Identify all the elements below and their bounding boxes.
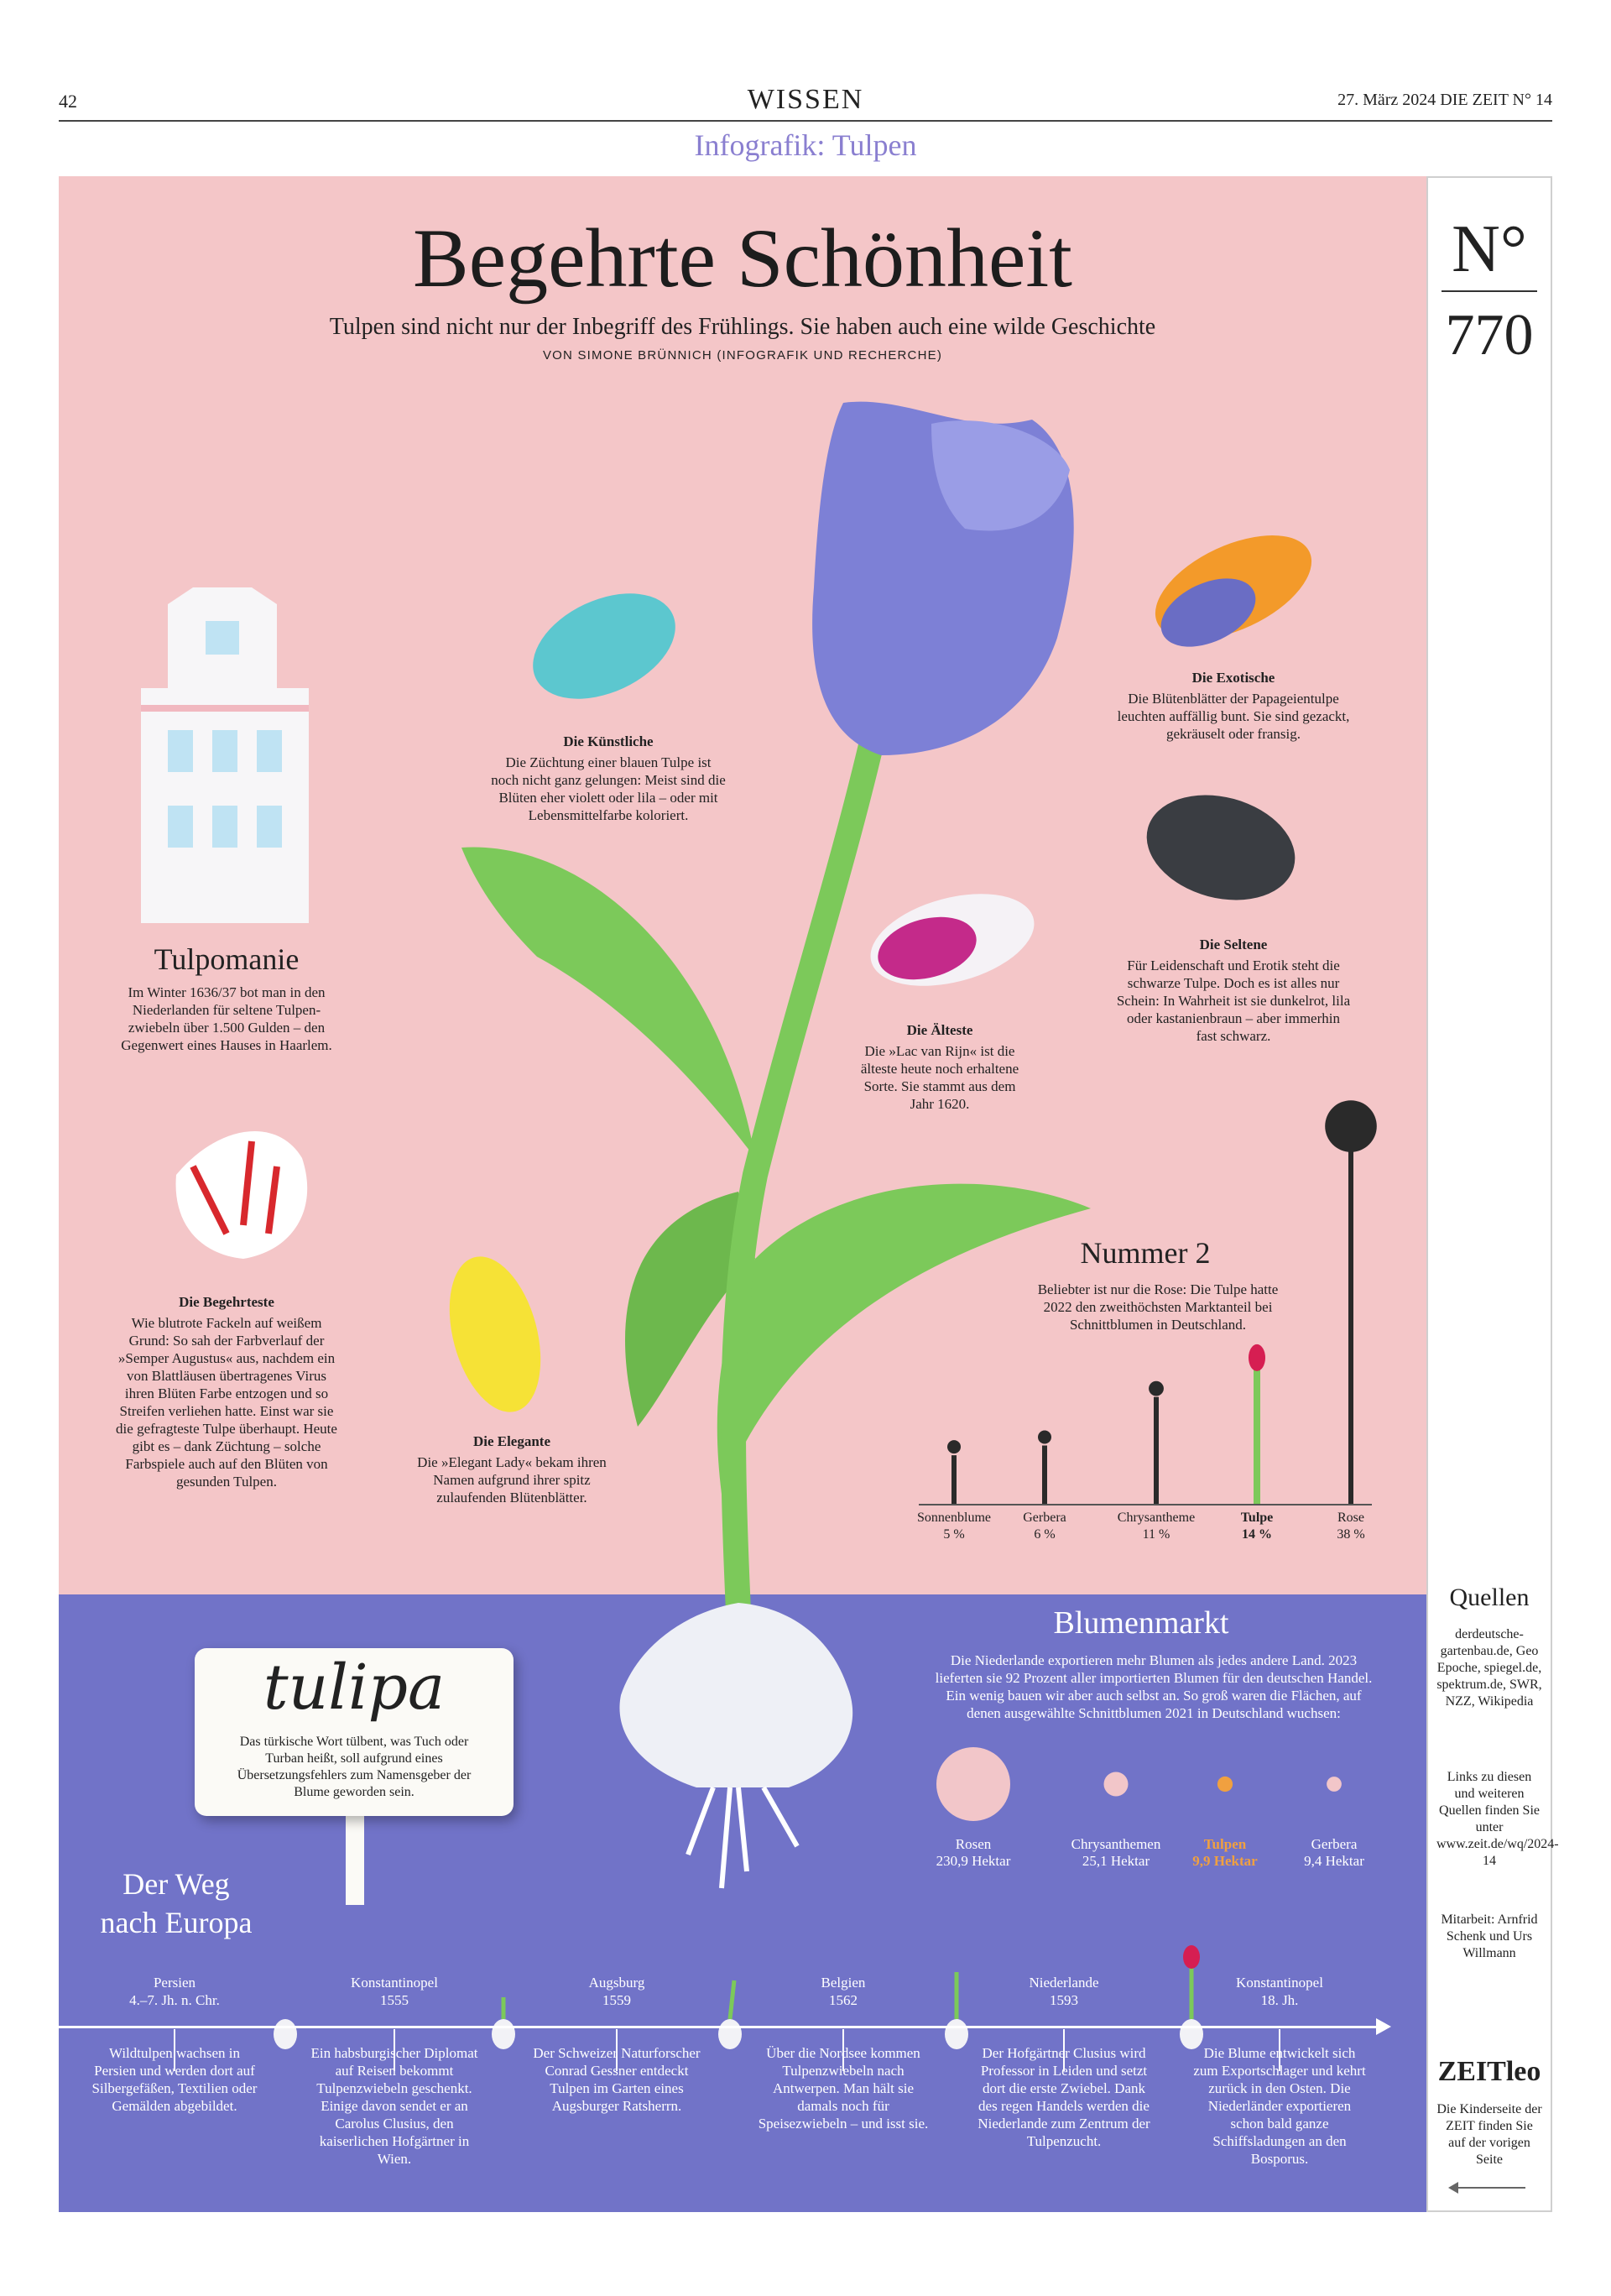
exotische-text: Die Blütenblätter der Papageientulpe leuchten auffällig bunt. Sie sind gezackt, gekräuselt oder fransig. xyxy=(1117,691,1350,742)
share-category-label: Rose xyxy=(1337,1511,1364,1525)
timeline-date: 1593 xyxy=(1050,1992,1078,2008)
begehrteste-text: Wie blutrote Fackeln auf weißem Grund: So sah der Farbverlauf der »Semper Augustus« aus, nachdem ein von Blattläusen übertragenes Virus ihren Blüten Farbe entzogen und so Streifen verliehen hatte. Einst war sie die gefragteste Tulpe überhaupt. Heute gibt es – dank Züchtung – solche Farbspiele auch auf den Blüten von gesunden Tulpen. xyxy=(116,1315,337,1490)
timeline-place: Belgien xyxy=(821,1975,866,1991)
nummer2-heading: Nummer 2 xyxy=(1080,1236,1211,1270)
area-value-label: 230,9 Hektar xyxy=(936,1853,1011,1869)
area-circle xyxy=(1103,1772,1128,1796)
seltene-text: Für Leidenschaft und Erotik steht die schwarze Tulpe. Doch es ist alles nur Schein: In Wahrheit ist sie dunkelrot, lila oder kastanienbraun – aber immerhin fast schwarz. xyxy=(1116,958,1351,1044)
timeline-text: Der Hofgärtner Clusius wird Professor in Leiden und setzt dort die erste Zwiebel. Dank des regen Handels werden die Niederlande zum Zentrum der Tulpenzucht. xyxy=(978,2045,1150,2149)
page-number: 42 xyxy=(59,91,77,112)
sign-post xyxy=(346,1813,364,1905)
seltene-heading: Die Seltene xyxy=(1199,937,1268,952)
aelteste-heading: Die Älteste xyxy=(906,1022,973,1038)
timeline-place: Augsburg xyxy=(588,1975,645,1991)
elegante-text: Die »Elegant Lady« bekam ihren Namen aufgrund ihrer spitz zulaufenden Blütenblätter. xyxy=(417,1454,607,1505)
timeline-date: 1562 xyxy=(829,1992,858,2008)
timeline-text: Ein habsburgischer Diplomat auf Reisen bekommt Tulpenzwiebeln geschenkt. Einige davon sendet er an Carolus Clusius, den kaiserlichen Hofgärtner in Wien. xyxy=(310,2045,478,2167)
share-value-label: 11 % xyxy=(1142,1527,1170,1542)
sources-links: Links zu diesen und weiteren Quellen finden Sie unter www.zeit.de/wq/2024-14 xyxy=(1436,1770,1559,1868)
area-circle xyxy=(1327,1777,1342,1792)
area-category-label: Chrysanthemen xyxy=(1071,1836,1161,1852)
tulipa-text: Das türkische Wort tülbent, was Tuch oder Turban heißt, soll aufgrund eines Übersetzungsfehlers zum Namensgeber der Blume geworden sein. xyxy=(237,1735,472,1799)
timeline-place: Niederlande xyxy=(1029,1975,1099,1991)
kinderseite-note: Die Kinderseite der ZEIT finden Sie auf der vorigen Seite xyxy=(1436,2102,1542,2167)
timeline-place: Persien xyxy=(153,1975,196,1991)
kuenstliche-heading: Die Künstliche xyxy=(563,733,654,749)
sources-title: Quellen xyxy=(1449,1584,1530,1611)
share-category-label: Gerbera xyxy=(1023,1511,1066,1525)
byline: VON SIMONE BRÜNNICH (INFOGRAFIK UND RECHERCHE) xyxy=(542,348,943,363)
tulpomanie-heading: Tulpomanie xyxy=(154,942,300,976)
timeline-date: 4.–7. Jh. n. Chr. xyxy=(129,1992,220,2008)
elegante-heading: Die Elegante xyxy=(472,1433,551,1449)
timeline-date: 1559 xyxy=(602,1992,631,2008)
blumenmarkt-text: Die Niederlande exportieren mehr Blumen als jedes andere Land. 2023 lieferten sie 92 Prozent aller importierten Blumen für den deutschen Handel. Ein wenig bauen wir aber auch selbst an. So groß waren die Flächen, auf denen ausgewählte Schnittblumen 2021 in Deutschland wuchsen: xyxy=(935,1652,1373,1721)
begehrteste-heading: Die Begehrteste xyxy=(179,1294,274,1310)
timeline-text: Wildtulpen wachsen in Persien und werden dort auf Silbergefäßen, Textilien oder Gemälden abgebildet. xyxy=(91,2045,258,2114)
main-title: Begehrte Schönheit xyxy=(413,211,1072,305)
timeline-text: Die Blume entwickelt sich zum Exportschlager und kehrt zurück in den Osten. Die Niederländer exportieren schon bald ganze Schiffsladungen an den Bosporus. xyxy=(1193,2045,1366,2167)
share-category-label: Chrysantheme xyxy=(1117,1511,1196,1525)
share-value-label: 5 % xyxy=(943,1527,965,1542)
share-category-label: Tulpe xyxy=(1240,1511,1274,1525)
area-category-label: Tulpen xyxy=(1203,1836,1247,1852)
area-value-label: 25,1 Hektar xyxy=(1082,1853,1150,1869)
area-circle xyxy=(936,1747,1010,1821)
exotische-heading: Die Exotische xyxy=(1191,670,1275,686)
weg-heading-line-2: nach Europa xyxy=(100,1906,253,1939)
area-value-label: 9,4 Hektar xyxy=(1304,1853,1364,1869)
share-value-label: 6 % xyxy=(1034,1527,1056,1542)
area-category-label: Gerbera xyxy=(1311,1836,1358,1852)
blumenmarkt-heading: Blumenmarkt xyxy=(1053,1605,1229,1641)
contributors: Mitarbeit: Arnfrid Schenk und Urs Willmann xyxy=(1441,1912,1538,1960)
share-category-label: Sonnenblume xyxy=(917,1511,991,1525)
timeline-arrow-icon xyxy=(1376,2018,1391,2035)
section-title: WISSEN xyxy=(747,84,864,115)
kuenstliche-text: Die Züchtung einer blauen Tulpe ist noch nicht ganz gelungen: Meist sind die Blüten eher violett oder lila – oder mit Lebensmittelfarbe koloriert. xyxy=(491,754,726,823)
weg-heading-line-1: Der Weg xyxy=(123,1867,230,1901)
nummer2-text: Beliebter ist nur die Rose: Die Tulpe hatte 2022 den zweithöchsten Marktanteil bei Schnittblumen in Deutschland. xyxy=(1037,1281,1279,1333)
dateline: 27. März 2024 DIE ZEIT N° 14 xyxy=(1337,91,1552,109)
area-category-label: Rosen xyxy=(955,1836,992,1852)
timeline-text: Der Schweizer Naturforscher Conrad Gessner entdeckt Tulpen im Garten eines Augsburger Ratsherrn. xyxy=(533,2045,701,2114)
share-value-label: 14 % xyxy=(1242,1527,1272,1542)
area-circle xyxy=(1217,1777,1233,1792)
aelteste-text: Die »Lac van Rijn« ist die älteste heute noch erhaltene Sorte. Sie stammt aus dem Jahr 1620. xyxy=(860,1043,1019,1112)
area-value-label: 9,9 Hektar xyxy=(1192,1853,1258,1869)
weg-heading xyxy=(76,1865,277,1942)
timeline-date: 18. Jh. xyxy=(1260,1992,1299,2008)
sources-text: derdeutsche-gartenbau.de, Geo Epoche, spiegel.de, spektrum.de, SWR, NZZ, Wikipedia xyxy=(1436,1627,1542,1709)
timeline-text: Über die Nordsee kommen Tulpenzwiebeln nach Antwerpen. Man hält sie damals noch für Speisezwiebeln – und isst sie. xyxy=(758,2045,929,2132)
issue-number: 770 xyxy=(1445,303,1534,368)
tulpomanie-text: Im Winter 1636/37 bot man in den Niederlanden für seltene Tulpen-zwiebeln über 1.500 Gulden – den Gegenwert eines Hauses in Haarlem. xyxy=(121,984,332,1053)
zeitleo-logo: ZEITleo xyxy=(1437,2056,1541,2087)
tulipa-word: tulipa xyxy=(263,1652,446,1724)
subsection-title: Infografik: Tulpen xyxy=(694,128,917,162)
timeline-place: Konstantinopel xyxy=(351,1975,438,1991)
timeline-line xyxy=(59,2026,1376,2028)
timeline-date: 1555 xyxy=(380,1992,409,2008)
subtitle: Tulpen sind nicht nur der Inbegriff des Frühlings. Sie haben auch eine wilde Geschichte xyxy=(329,314,1156,340)
issue-number-sign: N° xyxy=(1452,212,1527,286)
share-value-label: 38 % xyxy=(1337,1527,1365,1542)
timeline-place: Konstantinopel xyxy=(1236,1975,1323,1991)
